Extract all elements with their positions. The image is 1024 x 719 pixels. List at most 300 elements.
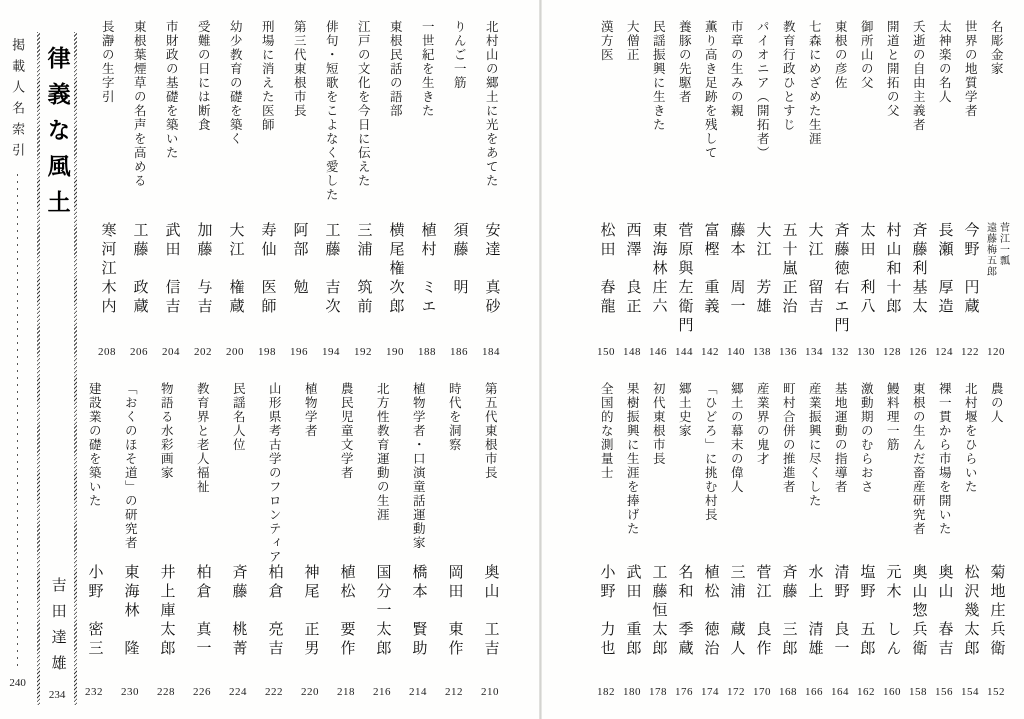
entry-name-area bbox=[259, 564, 289, 684]
entry-page-number: 152 bbox=[987, 686, 1005, 698]
entry-name-area bbox=[620, 564, 644, 684]
entry-description: 郷土史家 bbox=[677, 382, 692, 438]
entry-name-area bbox=[724, 564, 748, 684]
entry-page-number: 226 bbox=[193, 686, 211, 698]
entry-description: 初代東根市長 bbox=[651, 382, 666, 466]
entry-name-area bbox=[698, 222, 722, 344]
person-name: 小野 力也 bbox=[598, 564, 615, 659]
person-name: 奥山惣兵衛 bbox=[910, 564, 927, 659]
entry-name-area bbox=[253, 222, 281, 344]
entry-name-area bbox=[93, 222, 121, 344]
entry-description: 植物学者 bbox=[303, 382, 318, 438]
entry-page-number: 210 bbox=[481, 686, 499, 698]
person-name: 奥山 工吉 bbox=[482, 564, 499, 659]
entry-page-number: 168 bbox=[779, 686, 797, 698]
entry-page-number: 120 bbox=[987, 346, 1005, 358]
entry-description: 北村山の郷土に光をあてた bbox=[484, 20, 499, 188]
entry-name-area bbox=[594, 222, 618, 344]
person-name: 名和 季蔵 bbox=[676, 564, 693, 659]
index-entry bbox=[672, 20, 696, 360]
person-name: 神尾 正男 bbox=[302, 564, 319, 659]
entry-description: 産業振興に尽くした bbox=[807, 382, 822, 508]
person-name: 植松 徳治 bbox=[702, 564, 719, 659]
entry-page-number: 122 bbox=[961, 346, 979, 358]
person-name: 三浦 蔵人 bbox=[728, 564, 745, 659]
entry-description: 夭逝の自由主義者 bbox=[911, 20, 926, 132]
entry-description: 東根葉煙草の名声を高める bbox=[132, 20, 147, 188]
index-entry bbox=[880, 382, 904, 700]
entry-name-area bbox=[880, 564, 904, 684]
index-entry bbox=[958, 20, 982, 360]
entry-page-number: 202 bbox=[194, 346, 212, 358]
entry-page-number: 144 bbox=[675, 346, 693, 358]
entry-description: 基地運動の指導者 bbox=[833, 382, 848, 494]
entry-page-number: 134 bbox=[805, 346, 823, 358]
person-name: 植松 要作 bbox=[338, 564, 355, 659]
entry-name-area bbox=[906, 564, 930, 684]
person-name: 斉藤徳右エ門 bbox=[832, 222, 849, 336]
person-name: 橋本 賢助 bbox=[410, 564, 427, 659]
entry-name-area bbox=[958, 564, 982, 684]
entry-name-area bbox=[776, 222, 800, 344]
entry-page-number: 216 bbox=[373, 686, 391, 698]
entry-description: 民謡振興に生きた bbox=[651, 20, 666, 132]
entry-name-area bbox=[802, 222, 826, 344]
person-name: 菅原與左衛門 bbox=[676, 222, 693, 336]
entry-page-number: 146 bbox=[649, 346, 667, 358]
entry-name-area bbox=[187, 564, 217, 684]
entry-name-area bbox=[125, 222, 153, 344]
entry-page-number: 194 bbox=[322, 346, 340, 358]
index-entry bbox=[445, 20, 473, 360]
entry-name-area bbox=[594, 564, 618, 684]
person-name: 大江 権蔵 bbox=[227, 222, 244, 317]
index-entry bbox=[880, 20, 904, 360]
index-entry bbox=[958, 382, 982, 700]
person-name: 工藤 吉次 bbox=[323, 222, 340, 317]
entry-page-number: 182 bbox=[597, 686, 615, 698]
index-entry bbox=[594, 382, 618, 700]
entry-name-area bbox=[475, 564, 505, 684]
person-name: 水上 清雄 bbox=[806, 564, 823, 659]
entry-page-number: 232 bbox=[85, 686, 103, 698]
entry-description: 「ひどろ」に挑む村長 bbox=[703, 382, 718, 522]
index-entry bbox=[724, 382, 748, 700]
person-name: 須藤 明 bbox=[451, 222, 468, 298]
person-name: 斉藤利基太 bbox=[910, 222, 927, 317]
entry-page-number: 166 bbox=[805, 686, 823, 698]
index-entry bbox=[285, 20, 313, 360]
entry-page-number: 188 bbox=[418, 346, 436, 358]
index-entry bbox=[646, 382, 670, 700]
entry-name-area bbox=[828, 564, 852, 684]
entry-page-number: 222 bbox=[265, 686, 283, 698]
person-name: 奥山 春吉 bbox=[936, 564, 953, 659]
person-name: 柏倉 真一 bbox=[194, 564, 211, 659]
entry-page-number: 190 bbox=[386, 346, 404, 358]
entry-page-number: 200 bbox=[226, 346, 244, 358]
entry-description: 植物学者・口演童話運動家 bbox=[411, 382, 426, 550]
person-name: 工藤恒太郎 bbox=[650, 564, 667, 659]
index-entry bbox=[776, 382, 800, 700]
person-name: 村山和十郎 bbox=[884, 222, 901, 317]
index-entry bbox=[349, 20, 377, 360]
person-name: 菅江 良作 bbox=[754, 564, 771, 659]
index-entry bbox=[475, 382, 505, 700]
index-entry bbox=[854, 20, 878, 360]
person-name: 寿仙 医師 bbox=[259, 222, 276, 317]
index-entry bbox=[698, 20, 722, 360]
entry-name-area bbox=[854, 222, 878, 344]
index-entry bbox=[646, 20, 670, 360]
person-name: 富樫 重義 bbox=[702, 222, 719, 317]
entry-description: 七森にめざめた生涯 bbox=[807, 20, 822, 146]
index-entry bbox=[906, 382, 930, 700]
entry-page-number: 180 bbox=[623, 686, 641, 698]
person-name: 井上庫太郎 bbox=[158, 564, 175, 659]
index-title-column bbox=[0, 0, 35, 719]
entry-page-number: 150 bbox=[597, 346, 615, 358]
entry-description: 市章の生みの親 bbox=[729, 20, 744, 118]
entry-page-number: 228 bbox=[157, 686, 175, 698]
person-name: 柏倉 亮吉 bbox=[266, 564, 283, 659]
person-name: 遠藤梅五郎 bbox=[984, 222, 996, 277]
entry-description: 北村堰をひらいた bbox=[963, 382, 978, 494]
index-entry bbox=[317, 20, 345, 360]
entry-description: 刑場に消えた医師 bbox=[260, 20, 275, 132]
person-name: 小野 密三 bbox=[86, 564, 103, 659]
entry-name-area bbox=[854, 564, 878, 684]
right-page bbox=[545, 0, 1024, 719]
index-entry bbox=[125, 20, 153, 360]
person-name: 植村 ミエ bbox=[419, 222, 436, 317]
entry-name-area bbox=[157, 222, 185, 344]
entry-name-area bbox=[295, 564, 325, 684]
entry-page-number: 124 bbox=[935, 346, 953, 358]
entry-description: 長瀞の生字引 bbox=[100, 20, 115, 104]
left-page-entries bbox=[79, 0, 538, 719]
entry-description: パイオニア（開拓者） bbox=[755, 20, 770, 160]
index-entry bbox=[477, 20, 505, 360]
entry-name-area bbox=[223, 564, 253, 684]
entry-page-number: 230 bbox=[121, 686, 139, 698]
entry-name-area bbox=[750, 564, 774, 684]
entry-page-number: 170 bbox=[753, 686, 771, 698]
person-name: 岡田 東作 bbox=[446, 564, 463, 659]
entry-page-number: 178 bbox=[649, 686, 667, 698]
index-entry bbox=[854, 382, 878, 700]
entry-name-area bbox=[698, 564, 722, 684]
entry-name-area bbox=[151, 564, 181, 684]
entry-name-area bbox=[439, 564, 469, 684]
entry-description: 農の人 bbox=[989, 382, 1004, 424]
index-entry bbox=[367, 382, 397, 700]
index-entry bbox=[439, 382, 469, 700]
entry-description: 民謡名人位 bbox=[231, 382, 246, 452]
book-title-column bbox=[37, 32, 77, 705]
entry-name-area bbox=[828, 222, 852, 344]
entry-page-number: 174 bbox=[701, 686, 719, 698]
entry-name-area bbox=[620, 222, 644, 344]
entry-name-area bbox=[672, 564, 696, 684]
person-name: 安達 真砂 bbox=[483, 222, 500, 317]
entry-name-area bbox=[984, 222, 1008, 344]
entry-page-number: 126 bbox=[909, 346, 927, 358]
entry-description: 第五代東根市長 bbox=[483, 382, 498, 480]
index-entry bbox=[157, 20, 185, 360]
person-name: 横尾権次郎 bbox=[387, 222, 404, 317]
entry-page-number: 140 bbox=[727, 346, 745, 358]
person-name: 松田 春龍 bbox=[598, 222, 615, 317]
entry-page-number: 130 bbox=[857, 346, 875, 358]
entry-page-number: 218 bbox=[337, 686, 355, 698]
entry-name-area bbox=[646, 564, 670, 684]
index-entry bbox=[932, 20, 956, 360]
index-entry bbox=[403, 382, 433, 700]
entry-description: 産業界の鬼才 bbox=[755, 382, 770, 466]
entry-page-number: 206 bbox=[130, 346, 148, 358]
entry-description: 第三代東根市長 bbox=[292, 20, 307, 118]
entry-page-number: 204 bbox=[162, 346, 180, 358]
entry-page-number: 224 bbox=[229, 686, 247, 698]
entry-description: 裸一貫から市場を開いた bbox=[937, 382, 952, 536]
book-title: 律義な風土 bbox=[44, 46, 70, 226]
entry-description: 幼少教育の礎を築く bbox=[228, 20, 243, 146]
index-entry bbox=[802, 20, 826, 360]
entry-page-number: 172 bbox=[727, 686, 745, 698]
person-name: 塩野 五郎 bbox=[858, 564, 875, 659]
entry-name-area bbox=[477, 222, 505, 344]
index-entry bbox=[115, 382, 145, 700]
entry-name-area bbox=[115, 564, 145, 684]
entry-page-number: 192 bbox=[354, 346, 372, 358]
entry-description: 東根の生んだ畜産研究者 bbox=[911, 382, 926, 536]
index-entry bbox=[698, 382, 722, 700]
entry-description: 農民児童文学者 bbox=[339, 382, 354, 480]
entry-page-number: 142 bbox=[701, 346, 719, 358]
entry-description: 俳句・短歌をこよなく愛した bbox=[324, 20, 339, 202]
entry-description: 激動期のむらおさ bbox=[859, 382, 874, 494]
index-entry bbox=[189, 20, 217, 360]
entry-description: 教育界と老人福祉 bbox=[195, 382, 210, 494]
index-entry bbox=[594, 20, 618, 360]
person-name: 寒河江木内 bbox=[99, 222, 116, 317]
entry-description: 大僧正 bbox=[625, 20, 640, 62]
index-title: 掲載人名索引 bbox=[10, 38, 26, 164]
index-entry bbox=[79, 382, 109, 700]
index-entry bbox=[620, 20, 644, 360]
person-name: 太田 利八 bbox=[858, 222, 875, 317]
book-author: 吉田達雄 bbox=[49, 577, 66, 681]
index-page-number: 240 bbox=[9, 677, 26, 689]
entry-name-area bbox=[750, 222, 774, 344]
entry-name-area bbox=[381, 222, 409, 344]
index-entry bbox=[381, 20, 409, 360]
entry-page-number: 148 bbox=[623, 346, 641, 358]
page-gutter bbox=[539, 0, 542, 719]
person-name: 東海林庄六 bbox=[650, 222, 667, 317]
entry-name-area bbox=[349, 222, 377, 344]
entry-description: 北方性教育運動の生涯 bbox=[375, 382, 390, 522]
book-title-inner bbox=[40, 32, 74, 705]
entry-description: 東根民話の語部 bbox=[388, 20, 403, 118]
dotted-leader-line bbox=[17, 174, 18, 669]
entry-description: 御所山の父 bbox=[859, 20, 874, 90]
entry-page-number: 138 bbox=[753, 346, 771, 358]
entry-description: 薫り高き足跡を残して bbox=[703, 20, 718, 160]
right-page-bottom-row bbox=[545, 382, 1008, 700]
entry-description: 鰻料理一筋 bbox=[885, 382, 900, 452]
person-name: 今野 円蔵 bbox=[962, 222, 979, 317]
index-entry bbox=[984, 20, 1008, 360]
entry-page-number: 220 bbox=[301, 686, 319, 698]
entry-page-number: 184 bbox=[482, 346, 500, 358]
left-page-top-row bbox=[79, 20, 505, 360]
person-name: 阿部 勉 bbox=[291, 222, 308, 298]
index-entry bbox=[802, 382, 826, 700]
index-entry bbox=[932, 382, 956, 700]
person-name: 加藤 与吉 bbox=[195, 222, 212, 317]
entry-description: 町村合併の推進者 bbox=[781, 382, 796, 494]
person-name: 斉藤 三郎 bbox=[780, 564, 797, 659]
entry-name-area bbox=[317, 222, 345, 344]
entry-name-area bbox=[932, 222, 956, 344]
entry-description: 時代を洞察 bbox=[447, 382, 462, 452]
index-entry bbox=[93, 20, 121, 360]
entry-name-area bbox=[724, 222, 748, 344]
person-name: 斉藤 桃菁 bbox=[230, 564, 247, 659]
entry-page-number: 208 bbox=[98, 346, 116, 358]
index-entry bbox=[828, 382, 852, 700]
entry-description: 市財政の基礎を築いた bbox=[164, 20, 179, 160]
entry-page-number: 162 bbox=[857, 686, 875, 698]
entry-name-area bbox=[367, 564, 397, 684]
entry-name-area bbox=[285, 222, 313, 344]
entry-page-number: 128 bbox=[883, 346, 901, 358]
entry-description: 教育行政ひとすじ bbox=[781, 20, 796, 132]
book-title-page-number: 234 bbox=[48, 689, 66, 701]
person-name: 元木 しん bbox=[884, 564, 901, 659]
entry-name-area bbox=[189, 222, 217, 344]
index-entry bbox=[828, 20, 852, 360]
person-name: 清野 良一 bbox=[832, 564, 849, 659]
entry-page-number: 132 bbox=[831, 346, 849, 358]
entry-description: 建設業の礎を築いた bbox=[87, 382, 102, 508]
entry-page-number: 156 bbox=[935, 686, 953, 698]
index-entry bbox=[750, 382, 774, 700]
left-page-bottom-row bbox=[79, 382, 505, 700]
index-entry bbox=[750, 20, 774, 360]
person-name: 工藤 政蔵 bbox=[131, 222, 148, 317]
right-page-top-row bbox=[545, 20, 1008, 360]
entry-name-area bbox=[906, 222, 930, 344]
entry-page-number: 214 bbox=[409, 686, 427, 698]
entry-page-number: 160 bbox=[883, 686, 901, 698]
person-name: 西澤 良正 bbox=[624, 222, 641, 317]
entry-description: 全国的な測量士 bbox=[599, 382, 614, 480]
person-name: 菅江一瓢 bbox=[997, 222, 1009, 266]
entry-name-area bbox=[221, 222, 249, 344]
entry-page-number: 198 bbox=[258, 346, 276, 358]
index-entry bbox=[776, 20, 800, 360]
entry-description: 「おくのほそ道」の研究者 bbox=[123, 382, 138, 550]
index-entry bbox=[413, 20, 441, 360]
index-entry bbox=[331, 382, 361, 700]
index-entry bbox=[724, 20, 748, 360]
entry-name-area bbox=[403, 564, 433, 684]
index-entry bbox=[984, 382, 1008, 700]
person-name: 三浦 筑前 bbox=[355, 222, 372, 317]
person-name: 藤本 周一 bbox=[728, 222, 745, 317]
person-name: 松沢幾太郎 bbox=[962, 564, 979, 659]
index-entry bbox=[187, 382, 217, 700]
entry-description: 受難の日には断食 bbox=[196, 20, 211, 132]
entry-description: 漢方医 bbox=[599, 20, 614, 62]
entry-page-number: 164 bbox=[831, 686, 849, 698]
entry-page-number: 196 bbox=[290, 346, 308, 358]
index-entry bbox=[151, 382, 181, 700]
entry-name-area bbox=[672, 222, 696, 344]
entry-description: りんご一筋 bbox=[452, 20, 467, 90]
entry-description: 山形県考古学のフロンティア bbox=[267, 382, 282, 564]
wavy-rule-right bbox=[74, 32, 77, 705]
entry-page-number: 158 bbox=[909, 686, 927, 698]
person-name: 大江 留吉 bbox=[806, 222, 823, 317]
entry-name-area bbox=[646, 222, 670, 344]
entry-description: 東根の彦佐 bbox=[833, 20, 848, 90]
index-entry bbox=[259, 382, 289, 700]
entry-name-area bbox=[331, 564, 361, 684]
entry-description: 名彫金家 bbox=[989, 20, 1004, 76]
entry-name-area bbox=[79, 564, 109, 684]
entry-name-area bbox=[880, 222, 904, 344]
person-name: 武田 重郎 bbox=[624, 564, 641, 659]
entry-name-area bbox=[958, 222, 982, 344]
person-name: 長瀬 厚造 bbox=[936, 222, 953, 317]
index-entry bbox=[253, 20, 281, 360]
entry-name-area bbox=[776, 564, 800, 684]
index-entry bbox=[223, 382, 253, 700]
entry-name-area bbox=[413, 222, 441, 344]
entry-page-number: 186 bbox=[450, 346, 468, 358]
entry-page-number: 136 bbox=[779, 346, 797, 358]
person-name: 五十嵐正治 bbox=[780, 222, 797, 317]
entry-name-area bbox=[802, 564, 826, 684]
index-entry bbox=[906, 20, 930, 360]
entry-name-area bbox=[932, 564, 956, 684]
person-name: 菊地庄兵衛 bbox=[988, 564, 1005, 659]
person-name: 東海林 隆 bbox=[122, 564, 139, 659]
entry-description: 一世紀を生きた bbox=[420, 20, 435, 118]
entry-name-area bbox=[984, 564, 1008, 684]
person-name: 国分一太郎 bbox=[374, 564, 391, 659]
index-entry bbox=[672, 382, 696, 700]
entry-page-number: 176 bbox=[675, 686, 693, 698]
entry-description: 果樹振興に生涯を捧げた bbox=[625, 382, 640, 536]
entry-description: 物語る水彩画家 bbox=[159, 382, 174, 480]
index-entry bbox=[620, 382, 644, 700]
entry-name-area bbox=[445, 222, 473, 344]
person-name: 大江 芳雄 bbox=[754, 222, 771, 317]
entry-description: 世界の地質学者 bbox=[963, 20, 978, 118]
entry-description: 養豚の先駆者 bbox=[677, 20, 692, 104]
entry-description: 太神楽の名人 bbox=[937, 20, 952, 104]
entry-page-number: 212 bbox=[445, 686, 463, 698]
index-entry bbox=[221, 20, 249, 360]
right-page-entries bbox=[545, 0, 1024, 700]
person-name: 武田 信吉 bbox=[163, 222, 180, 317]
entry-page-number: 154 bbox=[961, 686, 979, 698]
